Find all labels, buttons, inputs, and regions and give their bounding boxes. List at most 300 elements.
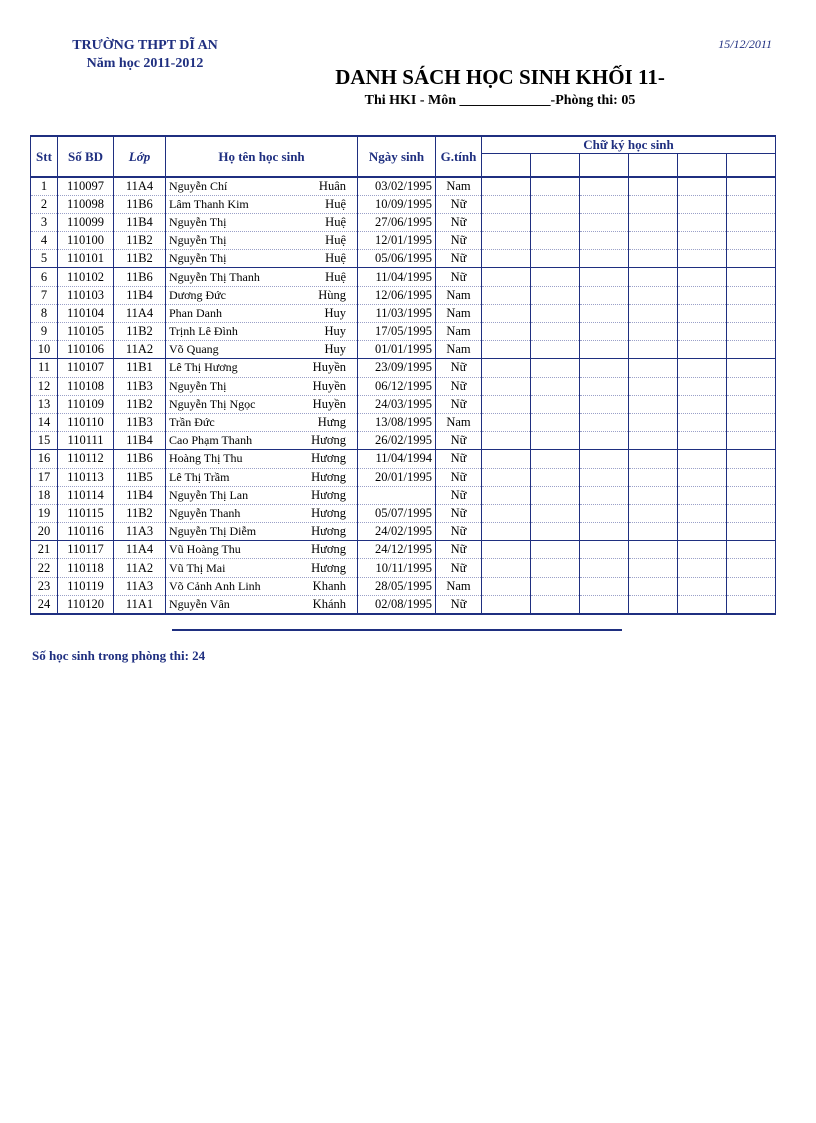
cell-name <box>166 268 358 286</box>
family-name: Trịnh Lê Đình <box>169 324 238 339</box>
cell-signature <box>727 195 776 213</box>
col-header-gender: G.tính <box>436 136 482 177</box>
cell-sbd: 110120 <box>58 595 114 613</box>
cell-name <box>166 450 358 468</box>
cell-sbd: 110112 <box>58 450 114 468</box>
cell-dob: 05/06/1995 <box>358 250 436 268</box>
cell-signature <box>482 304 531 322</box>
cell-name <box>166 595 358 613</box>
family-name: Võ Quang <box>169 342 219 357</box>
cell-sbd: 110101 <box>58 250 114 268</box>
given-name: Huệ <box>325 233 346 248</box>
cell-dob: 10/11/1995 <box>358 559 436 577</box>
cell-signature <box>531 504 580 522</box>
cell-gender: Nữ <box>436 504 482 522</box>
cell-signature <box>531 341 580 359</box>
cell-signature <box>531 450 580 468</box>
cell-signature <box>678 250 727 268</box>
cell-signature <box>482 523 531 541</box>
given-name: Hùng <box>318 287 346 302</box>
cell-name <box>166 468 358 486</box>
school-header <box>40 37 250 73</box>
student-table <box>30 135 776 615</box>
cell-signature <box>629 559 678 577</box>
cell-signature <box>678 395 727 413</box>
cell-lop: 11B4 <box>114 432 166 450</box>
cell-dob: 27/06/1995 <box>358 213 436 231</box>
cell-signature <box>580 195 629 213</box>
cell-lop: 11B2 <box>114 232 166 250</box>
table-row <box>31 595 776 613</box>
family-name: Vũ Hoàng Thu <box>169 542 241 557</box>
given-name: Huệ <box>325 251 346 266</box>
cell-name <box>166 304 358 322</box>
family-name: Nguyễn Thị Lan <box>169 487 249 502</box>
family-name: Lê Thị Hương <box>169 360 238 375</box>
cell-name <box>166 577 358 595</box>
cell-signature <box>580 268 629 286</box>
cell-dob: 24/12/1995 <box>358 541 436 559</box>
cell-signature <box>678 323 727 341</box>
table-row <box>31 250 776 268</box>
cell-gender: Nữ <box>436 523 482 541</box>
cell-signature <box>531 577 580 595</box>
cell-gender: Nữ <box>436 559 482 577</box>
cell-name <box>166 395 358 413</box>
col-header-name: Họ tên học sinh <box>166 136 358 177</box>
cell-signature <box>580 377 629 395</box>
cell-signature <box>727 304 776 322</box>
cell-stt: 9 <box>31 323 58 341</box>
cell-gender: Nữ <box>436 468 482 486</box>
cell-signature <box>727 468 776 486</box>
cell-lop: 11A1 <box>114 595 166 613</box>
given-name: Hưng <box>317 415 346 430</box>
col-header-sbd: Số BD <box>58 136 114 177</box>
cell-gender: Nữ <box>436 268 482 286</box>
cell-name <box>166 541 358 559</box>
cell-gender: Nam <box>436 323 482 341</box>
cell-dob: 20/01/1995 <box>358 468 436 486</box>
cell-signature <box>531 213 580 231</box>
cell-sbd: 110113 <box>58 468 114 486</box>
cell-dob: 03/02/1995 <box>358 177 436 195</box>
cell-lop: 11B6 <box>114 450 166 468</box>
cell-signature <box>580 395 629 413</box>
cell-signature <box>531 177 580 195</box>
signature-subcol <box>580 154 629 178</box>
table-row <box>31 341 776 359</box>
cell-signature <box>629 504 678 522</box>
cell-stt: 10 <box>31 341 58 359</box>
given-name: Huyền <box>312 396 346 411</box>
cell-lop: 11B2 <box>114 395 166 413</box>
cell-signature <box>678 504 727 522</box>
cell-dob: 12/06/1995 <box>358 286 436 304</box>
cell-signature <box>678 595 727 613</box>
cell-signature <box>531 395 580 413</box>
given-name: Hương <box>311 560 346 575</box>
cell-signature <box>678 195 727 213</box>
signature-subcol <box>629 154 678 178</box>
cell-signature <box>482 486 531 504</box>
cell-signature <box>629 195 678 213</box>
cell-dob: 26/02/1995 <box>358 432 436 450</box>
given-name: Hương <box>311 451 346 466</box>
family-name: Lâm Thanh Kim <box>169 196 249 211</box>
cell-signature <box>531 413 580 431</box>
cell-signature <box>580 523 629 541</box>
cell-name <box>166 323 358 341</box>
cell-name <box>166 213 358 231</box>
table-row <box>31 468 776 486</box>
cell-dob: 24/03/1995 <box>358 395 436 413</box>
cell-sbd: 110108 <box>58 377 114 395</box>
col-header-stt: Stt <box>31 136 58 177</box>
cell-lop: 11B4 <box>114 286 166 304</box>
cell-signature <box>727 232 776 250</box>
cell-lop: 11B1 <box>114 359 166 377</box>
cell-sbd: 110106 <box>58 341 114 359</box>
cell-signature <box>727 268 776 286</box>
col-header-lop: Lớp <box>114 136 166 177</box>
cell-dob: 13/08/1995 <box>358 413 436 431</box>
table-row <box>31 450 776 468</box>
cell-stt: 17 <box>31 468 58 486</box>
cell-stt: 22 <box>31 559 58 577</box>
given-name: Huân <box>318 178 346 193</box>
family-name: Hoàng Thị Thu <box>169 451 243 466</box>
cell-name <box>166 177 358 195</box>
cell-lop: 11B5 <box>114 468 166 486</box>
cell-sbd: 110109 <box>58 395 114 413</box>
cell-dob: 01/01/1995 <box>358 341 436 359</box>
cell-gender: Nữ <box>436 395 482 413</box>
cell-name <box>166 523 358 541</box>
cell-lop: 11A4 <box>114 177 166 195</box>
cell-name <box>166 250 358 268</box>
cell-signature <box>580 413 629 431</box>
cell-signature <box>580 432 629 450</box>
cell-name <box>166 486 358 504</box>
cell-signature <box>482 432 531 450</box>
cell-signature <box>482 232 531 250</box>
cell-signature <box>727 250 776 268</box>
cell-signature <box>629 468 678 486</box>
table-row <box>31 413 776 431</box>
cell-gender: Nữ <box>436 232 482 250</box>
cell-signature <box>678 268 727 286</box>
cell-lop: 11B2 <box>114 250 166 268</box>
cell-sbd: 110116 <box>58 523 114 541</box>
table-row <box>31 395 776 413</box>
cell-lop: 11B3 <box>114 413 166 431</box>
cell-stt: 20 <box>31 523 58 541</box>
cell-signature <box>678 304 727 322</box>
cell-signature <box>727 523 776 541</box>
cell-signature <box>580 213 629 231</box>
signature-line <box>172 629 622 631</box>
cell-signature <box>482 577 531 595</box>
given-name: Khánh <box>312 596 346 611</box>
cell-signature <box>678 286 727 304</box>
given-name: Huyền <box>312 360 346 375</box>
given-name: Huy <box>324 305 346 320</box>
cell-signature <box>482 286 531 304</box>
cell-stt: 15 <box>31 432 58 450</box>
cell-sbd: 110107 <box>58 359 114 377</box>
table-row <box>31 377 776 395</box>
signature-subcol <box>531 154 580 178</box>
cell-signature <box>629 486 678 504</box>
cell-sbd: 110099 <box>58 213 114 231</box>
cell-stt: 14 <box>31 413 58 431</box>
cell-signature <box>629 268 678 286</box>
cell-signature <box>482 359 531 377</box>
cell-signature <box>678 541 727 559</box>
school-name: TRƯỜNG THPT DĨ AN <box>72 38 218 53</box>
cell-dob: 17/05/1995 <box>358 323 436 341</box>
cell-stt: 13 <box>31 395 58 413</box>
table-row <box>31 232 776 250</box>
cell-signature <box>580 250 629 268</box>
family-name: Nguyễn Vân <box>169 596 230 611</box>
cell-signature <box>580 595 629 613</box>
cell-dob: 02/08/1995 <box>358 595 436 613</box>
cell-signature <box>678 213 727 231</box>
cell-signature <box>531 468 580 486</box>
table-row <box>31 359 776 377</box>
cell-lop: 11B6 <box>114 195 166 213</box>
family-name: Nguyễn Chí <box>169 178 228 193</box>
cell-signature <box>678 232 727 250</box>
given-name: Hương <box>311 542 346 557</box>
cell-signature <box>580 486 629 504</box>
given-name: Hương <box>311 487 346 502</box>
cell-signature <box>678 377 727 395</box>
cell-gender: Nam <box>436 177 482 195</box>
cell-signature <box>580 323 629 341</box>
cell-gender: Nữ <box>436 432 482 450</box>
cell-dob <box>358 486 436 504</box>
cell-signature <box>531 541 580 559</box>
cell-gender: Nữ <box>436 359 482 377</box>
cell-gender: Nam <box>436 304 482 322</box>
cell-signature <box>580 232 629 250</box>
cell-stt: 18 <box>31 486 58 504</box>
cell-signature <box>727 377 776 395</box>
cell-sbd: 110110 <box>58 413 114 431</box>
cell-signature <box>727 450 776 468</box>
cell-signature <box>531 559 580 577</box>
table-row <box>31 213 776 231</box>
cell-lop: 11B2 <box>114 504 166 522</box>
cell-signature <box>727 341 776 359</box>
table-row <box>31 323 776 341</box>
student-rows <box>31 177 776 614</box>
cell-signature <box>629 341 678 359</box>
cell-dob: 06/12/1995 <box>358 377 436 395</box>
cell-signature <box>482 595 531 613</box>
cell-signature <box>727 286 776 304</box>
cell-dob: 12/01/1995 <box>358 232 436 250</box>
cell-signature <box>678 468 727 486</box>
cell-lop: 11A3 <box>114 523 166 541</box>
cell-signature <box>580 577 629 595</box>
cell-lop: 11B3 <box>114 377 166 395</box>
cell-name <box>166 359 358 377</box>
cell-lop: 11A2 <box>114 341 166 359</box>
cell-name <box>166 504 358 522</box>
cell-dob: 10/09/1995 <box>358 195 436 213</box>
cell-sbd: 110098 <box>58 195 114 213</box>
cell-signature <box>531 323 580 341</box>
cell-stt: 7 <box>31 286 58 304</box>
cell-signature <box>629 432 678 450</box>
cell-stt: 16 <box>31 450 58 468</box>
cell-signature <box>629 377 678 395</box>
family-name: Võ Cảnh Anh Linh <box>169 578 261 593</box>
cell-signature <box>629 250 678 268</box>
signature-subcol <box>727 154 776 178</box>
cell-signature <box>482 413 531 431</box>
cell-dob: 11/04/1994 <box>358 450 436 468</box>
cell-dob: 23/09/1995 <box>358 359 436 377</box>
cell-signature <box>629 523 678 541</box>
cell-signature <box>482 250 531 268</box>
cell-signature <box>580 541 629 559</box>
cell-signature <box>678 432 727 450</box>
cell-gender: Nữ <box>436 486 482 504</box>
cell-signature <box>580 450 629 468</box>
family-name: Nguyễn Thị Thanh <box>169 269 260 284</box>
family-name: Cao Phạm Thanh <box>169 433 253 448</box>
cell-signature <box>629 577 678 595</box>
cell-signature <box>629 541 678 559</box>
cell-signature <box>727 504 776 522</box>
cell-name <box>166 413 358 431</box>
table-row <box>31 286 776 304</box>
family-name: Nguyễn Thị Diễm <box>169 524 257 539</box>
cell-signature <box>482 450 531 468</box>
given-name: Huệ <box>325 196 346 211</box>
cell-signature <box>482 395 531 413</box>
cell-signature <box>531 304 580 322</box>
cell-sbd: 110103 <box>58 286 114 304</box>
cell-signature <box>531 595 580 613</box>
cell-stt: 8 <box>31 304 58 322</box>
cell-gender: Nam <box>436 577 482 595</box>
cell-signature <box>580 177 629 195</box>
cell-signature <box>482 323 531 341</box>
cell-signature <box>531 195 580 213</box>
cell-lop: 11B4 <box>114 486 166 504</box>
cell-signature <box>482 341 531 359</box>
cell-gender: Nữ <box>436 541 482 559</box>
table-row <box>31 559 776 577</box>
cell-sbd: 110114 <box>58 486 114 504</box>
cell-lop: 11B6 <box>114 268 166 286</box>
cell-signature <box>531 377 580 395</box>
cell-signature <box>678 341 727 359</box>
family-name: Vũ Thị Mai <box>169 560 226 575</box>
cell-signature <box>531 523 580 541</box>
given-name: Hương <box>311 469 346 484</box>
cell-signature <box>678 450 727 468</box>
school-year: Năm học 2011-2012 <box>86 56 204 71</box>
cell-dob: 11/04/1995 <box>358 268 436 286</box>
cell-signature <box>580 559 629 577</box>
cell-signature <box>629 323 678 341</box>
family-name: Nguyễn Thị <box>169 378 227 393</box>
family-name: Phan Danh <box>169 305 222 320</box>
table-row <box>31 177 776 195</box>
cell-stt: 23 <box>31 577 58 595</box>
cell-stt: 3 <box>31 213 58 231</box>
cell-signature <box>482 268 531 286</box>
print-date: 15/12/2011 <box>718 37 772 51</box>
cell-stt: 11 <box>31 359 58 377</box>
cell-signature <box>531 432 580 450</box>
cell-gender: Nữ <box>436 450 482 468</box>
cell-name <box>166 341 358 359</box>
cell-signature <box>727 413 776 431</box>
cell-signature <box>482 468 531 486</box>
cell-name <box>166 286 358 304</box>
cell-signature <box>482 377 531 395</box>
cell-stt: 21 <box>31 541 58 559</box>
given-name: Khanh <box>312 578 346 593</box>
table-row <box>31 504 776 522</box>
table-row <box>31 577 776 595</box>
cell-signature <box>629 177 678 195</box>
cell-signature <box>629 359 678 377</box>
cell-signature <box>580 504 629 522</box>
cell-lop: 11A3 <box>114 577 166 595</box>
cell-sbd: 110097 <box>58 177 114 195</box>
cell-signature <box>678 177 727 195</box>
cell-signature <box>482 559 531 577</box>
cell-lop: 11B4 <box>114 213 166 231</box>
cell-signature <box>727 595 776 613</box>
cell-signature <box>727 323 776 341</box>
cell-stt: 1 <box>31 177 58 195</box>
given-name: Huy <box>324 324 346 339</box>
family-name: Dương Đức <box>169 287 227 302</box>
cell-signature <box>678 359 727 377</box>
cell-signature <box>580 286 629 304</box>
cell-gender: Nam <box>436 341 482 359</box>
cell-signature <box>629 450 678 468</box>
cell-signature <box>629 213 678 231</box>
cell-signature <box>531 359 580 377</box>
cell-signature <box>629 232 678 250</box>
cell-signature <box>629 286 678 304</box>
cell-signature <box>531 232 580 250</box>
cell-dob: 11/03/1995 <box>358 304 436 322</box>
signature-subcol <box>482 154 531 178</box>
cell-signature <box>727 559 776 577</box>
cell-signature <box>727 359 776 377</box>
cell-name <box>166 195 358 213</box>
table-row <box>31 268 776 286</box>
cell-signature <box>727 395 776 413</box>
family-name: Nguyễn Thị <box>169 251 227 266</box>
given-name: Huệ <box>325 214 346 229</box>
table-row <box>31 523 776 541</box>
cell-signature <box>482 504 531 522</box>
cell-gender: Nữ <box>436 213 482 231</box>
